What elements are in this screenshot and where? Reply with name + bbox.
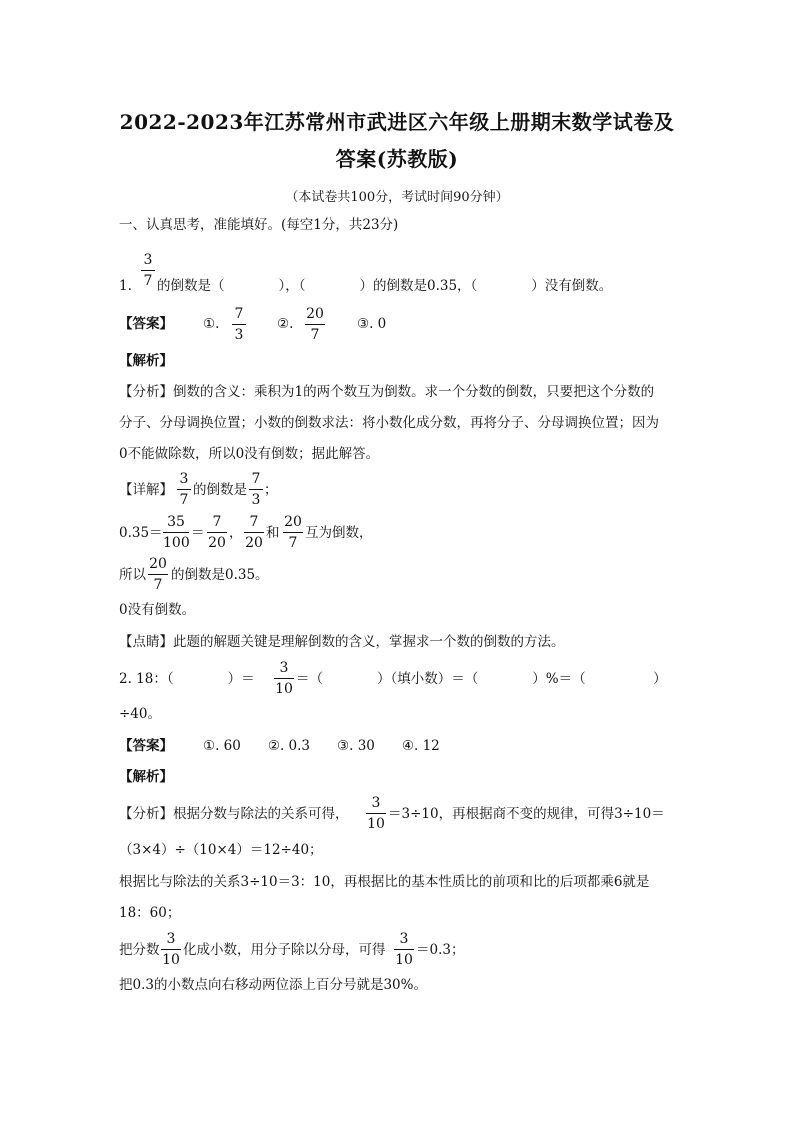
q2-answers: ①. 60 ②. 0.3 ③. 30 ④. 12 xyxy=(203,738,440,754)
q1-frac-20-7-numerator: 20 xyxy=(284,514,302,530)
q2-fenxi-frac-numerator: 3 xyxy=(371,795,381,811)
q1-detail-frac-b-numerator: 7 xyxy=(251,471,261,487)
q1-frac-100-denominator: 100 xyxy=(163,535,190,551)
q1-fraction xyxy=(141,253,155,288)
q1-analysis-label: 【解析】 xyxy=(119,353,173,369)
q1-ans1-numerator: 7 xyxy=(234,306,244,322)
q1-detail-frac-b-denominator: 3 xyxy=(251,492,261,508)
q2-line5-frac-b-denominator: 10 xyxy=(395,952,413,968)
q1-detail-label: 【详解】 xyxy=(119,482,173,498)
q2-fenxi-line1-start: 【分析】根据分数与除法的关系可得， xyxy=(119,806,349,822)
q1-detail-frac-a xyxy=(177,472,191,507)
q2-fenxi-line2: （3×4）÷（10×4）＝12÷40； xyxy=(119,842,323,858)
q1-ans2-numerator: 20 xyxy=(306,306,324,322)
q1-frac-7-20-denominator: 20 xyxy=(208,535,226,551)
q1-detail-line3-end: 的倒数是0.35。 xyxy=(171,567,269,583)
q2-analysis-label: 【解析】 xyxy=(119,769,173,785)
q1-dianjing: 【点睛】此题的解题关键是理解倒数的含义，掌握求一个数的倒数的方法。 xyxy=(119,634,565,650)
q2-line1-start: 2. 18：（ ）＝ xyxy=(119,671,255,687)
q1-question-text: 的倒数是（ ），（ ）的倒数是0.35，（ ）没有倒数。 xyxy=(157,278,613,294)
q1-detail-equals: ＝ xyxy=(191,525,205,541)
q1-detail-semicolon: ； xyxy=(264,482,278,498)
q2-fenxi-fraction xyxy=(366,796,386,831)
q2-fenxi-line5-middle: 化成小数，用分子除以分母，可得 xyxy=(183,942,386,958)
q1-ans1-denominator: 3 xyxy=(234,327,244,343)
q2-line5-frac-b-numerator: 3 xyxy=(399,931,409,947)
q1-detail-line3-start: 所以 xyxy=(119,567,146,583)
q1-detail-line2-start: 0.35＝ xyxy=(119,525,163,541)
q1-detail-reciprocal-text: 互为倒数， xyxy=(305,525,373,541)
q2-fraction xyxy=(274,661,294,696)
q1-detail-frac-7-20 xyxy=(207,515,227,550)
q2-line1-end: ＝（ ）（填小数）＝（ ）%＝（ ） xyxy=(296,671,667,687)
q1-ans2-label: ②. xyxy=(277,316,294,332)
q2-fenxi-line5-frac-a xyxy=(161,932,181,967)
q2-fenxi-line5-end: ＝0.3； xyxy=(416,942,465,958)
q1-ans2-fraction xyxy=(305,307,325,342)
q1-detail-and: 和 xyxy=(266,525,280,541)
q1-detail-frac-20-7-c xyxy=(148,557,168,592)
q1-ans2-denominator: 7 xyxy=(310,327,320,343)
q1-number: 1. xyxy=(119,278,132,294)
q1-ans1-label: ①. xyxy=(203,316,220,332)
q2-fenxi-line5-frac-b xyxy=(394,932,414,967)
q1-ans3: ③. 0 xyxy=(357,316,387,332)
q1-detail-frac-a-denominator: 7 xyxy=(179,492,189,508)
q1-fenxi-line2: 分子、分母调换位置；小数的倒数求法：将小数化成分数，再将分子、分母调换位置；因为 xyxy=(119,415,659,431)
q1-detail-line4: 0没有倒数。 xyxy=(119,602,196,618)
q1-frac-numerator: 3 xyxy=(143,252,153,268)
q1-frac-7-20-numerator: 7 xyxy=(212,514,222,530)
q2-frac-denominator: 10 xyxy=(275,681,293,697)
q1-frac-20-7-denominator: 7 xyxy=(288,535,298,551)
q2-line5-frac-a-numerator: 3 xyxy=(166,931,176,947)
q2-fenxi-line1-end: ＝3÷10，再根据商不变的规律，可得3÷10＝ xyxy=(388,806,665,822)
q1-frac-7-20-b-denominator: 20 xyxy=(245,535,263,551)
q1-detail-frac-a-numerator: 3 xyxy=(179,471,189,487)
doc-subtitle: （本试卷共100分，考试时间90分钟） xyxy=(285,190,509,205)
q1-frac-denominator: 7 xyxy=(143,273,153,289)
q2-frac-numerator: 3 xyxy=(279,660,289,676)
q2-fenxi-line6: 把0.3的小数点向右移动两位添上百分号就是30%。 xyxy=(119,977,427,993)
q2-line5-frac-a-denominator: 10 xyxy=(162,952,180,968)
q1-answer-label: 【答案】 xyxy=(119,316,173,332)
q2-fenxi-line3: 根据比与除法的关系3÷10＝3：10，再根据比的基本性质比的前项和比的后项都乘6就是 xyxy=(119,874,650,890)
doc-title-line1: 2022-2023年江苏常州市武进区六年级上册期末数学试卷及 xyxy=(119,110,675,134)
q1-detail-frac-20-7 xyxy=(283,515,303,550)
q2-answer-label: 【答案】 xyxy=(119,738,173,754)
q1-frac-20-7-c-denominator: 7 xyxy=(153,577,163,593)
q2-fenxi-line5-start: 把分数 xyxy=(119,942,160,958)
q1-frac-35-numerator: 35 xyxy=(167,514,185,530)
q1-detail-comma: ， xyxy=(229,525,243,541)
q1-detail-frac-35-100 xyxy=(163,515,189,550)
q1-detail-text: 的倒数是 xyxy=(193,482,247,498)
q1-frac-20-7-c-numerator: 20 xyxy=(149,556,167,572)
q1-fenxi-line3: 0不能做除数，所以0没有倒数；据此解答。 xyxy=(119,446,380,462)
q2-fenxi-line4: 18：60； xyxy=(119,905,181,921)
q1-detail-frac-7-20-b xyxy=(244,515,264,550)
section-heading: 一、认真思考，准能填好。(每空1分，共23分) xyxy=(119,217,399,233)
q1-detail-frac-b xyxy=(249,472,263,507)
q1-frac-7-20-b-numerator: 7 xyxy=(249,514,259,530)
q2-fenxi-frac-denominator: 10 xyxy=(367,816,385,832)
doc-title-line2: 答案(苏教版) xyxy=(335,147,459,171)
q1-fenxi-line1: 【分析】倒数的含义：乘积为1的两个数互为倒数。求一个分数的倒数，只要把这个分数的 xyxy=(119,384,655,400)
q2-line2: ÷40。 xyxy=(119,706,161,722)
q1-ans1-fraction xyxy=(232,307,246,342)
